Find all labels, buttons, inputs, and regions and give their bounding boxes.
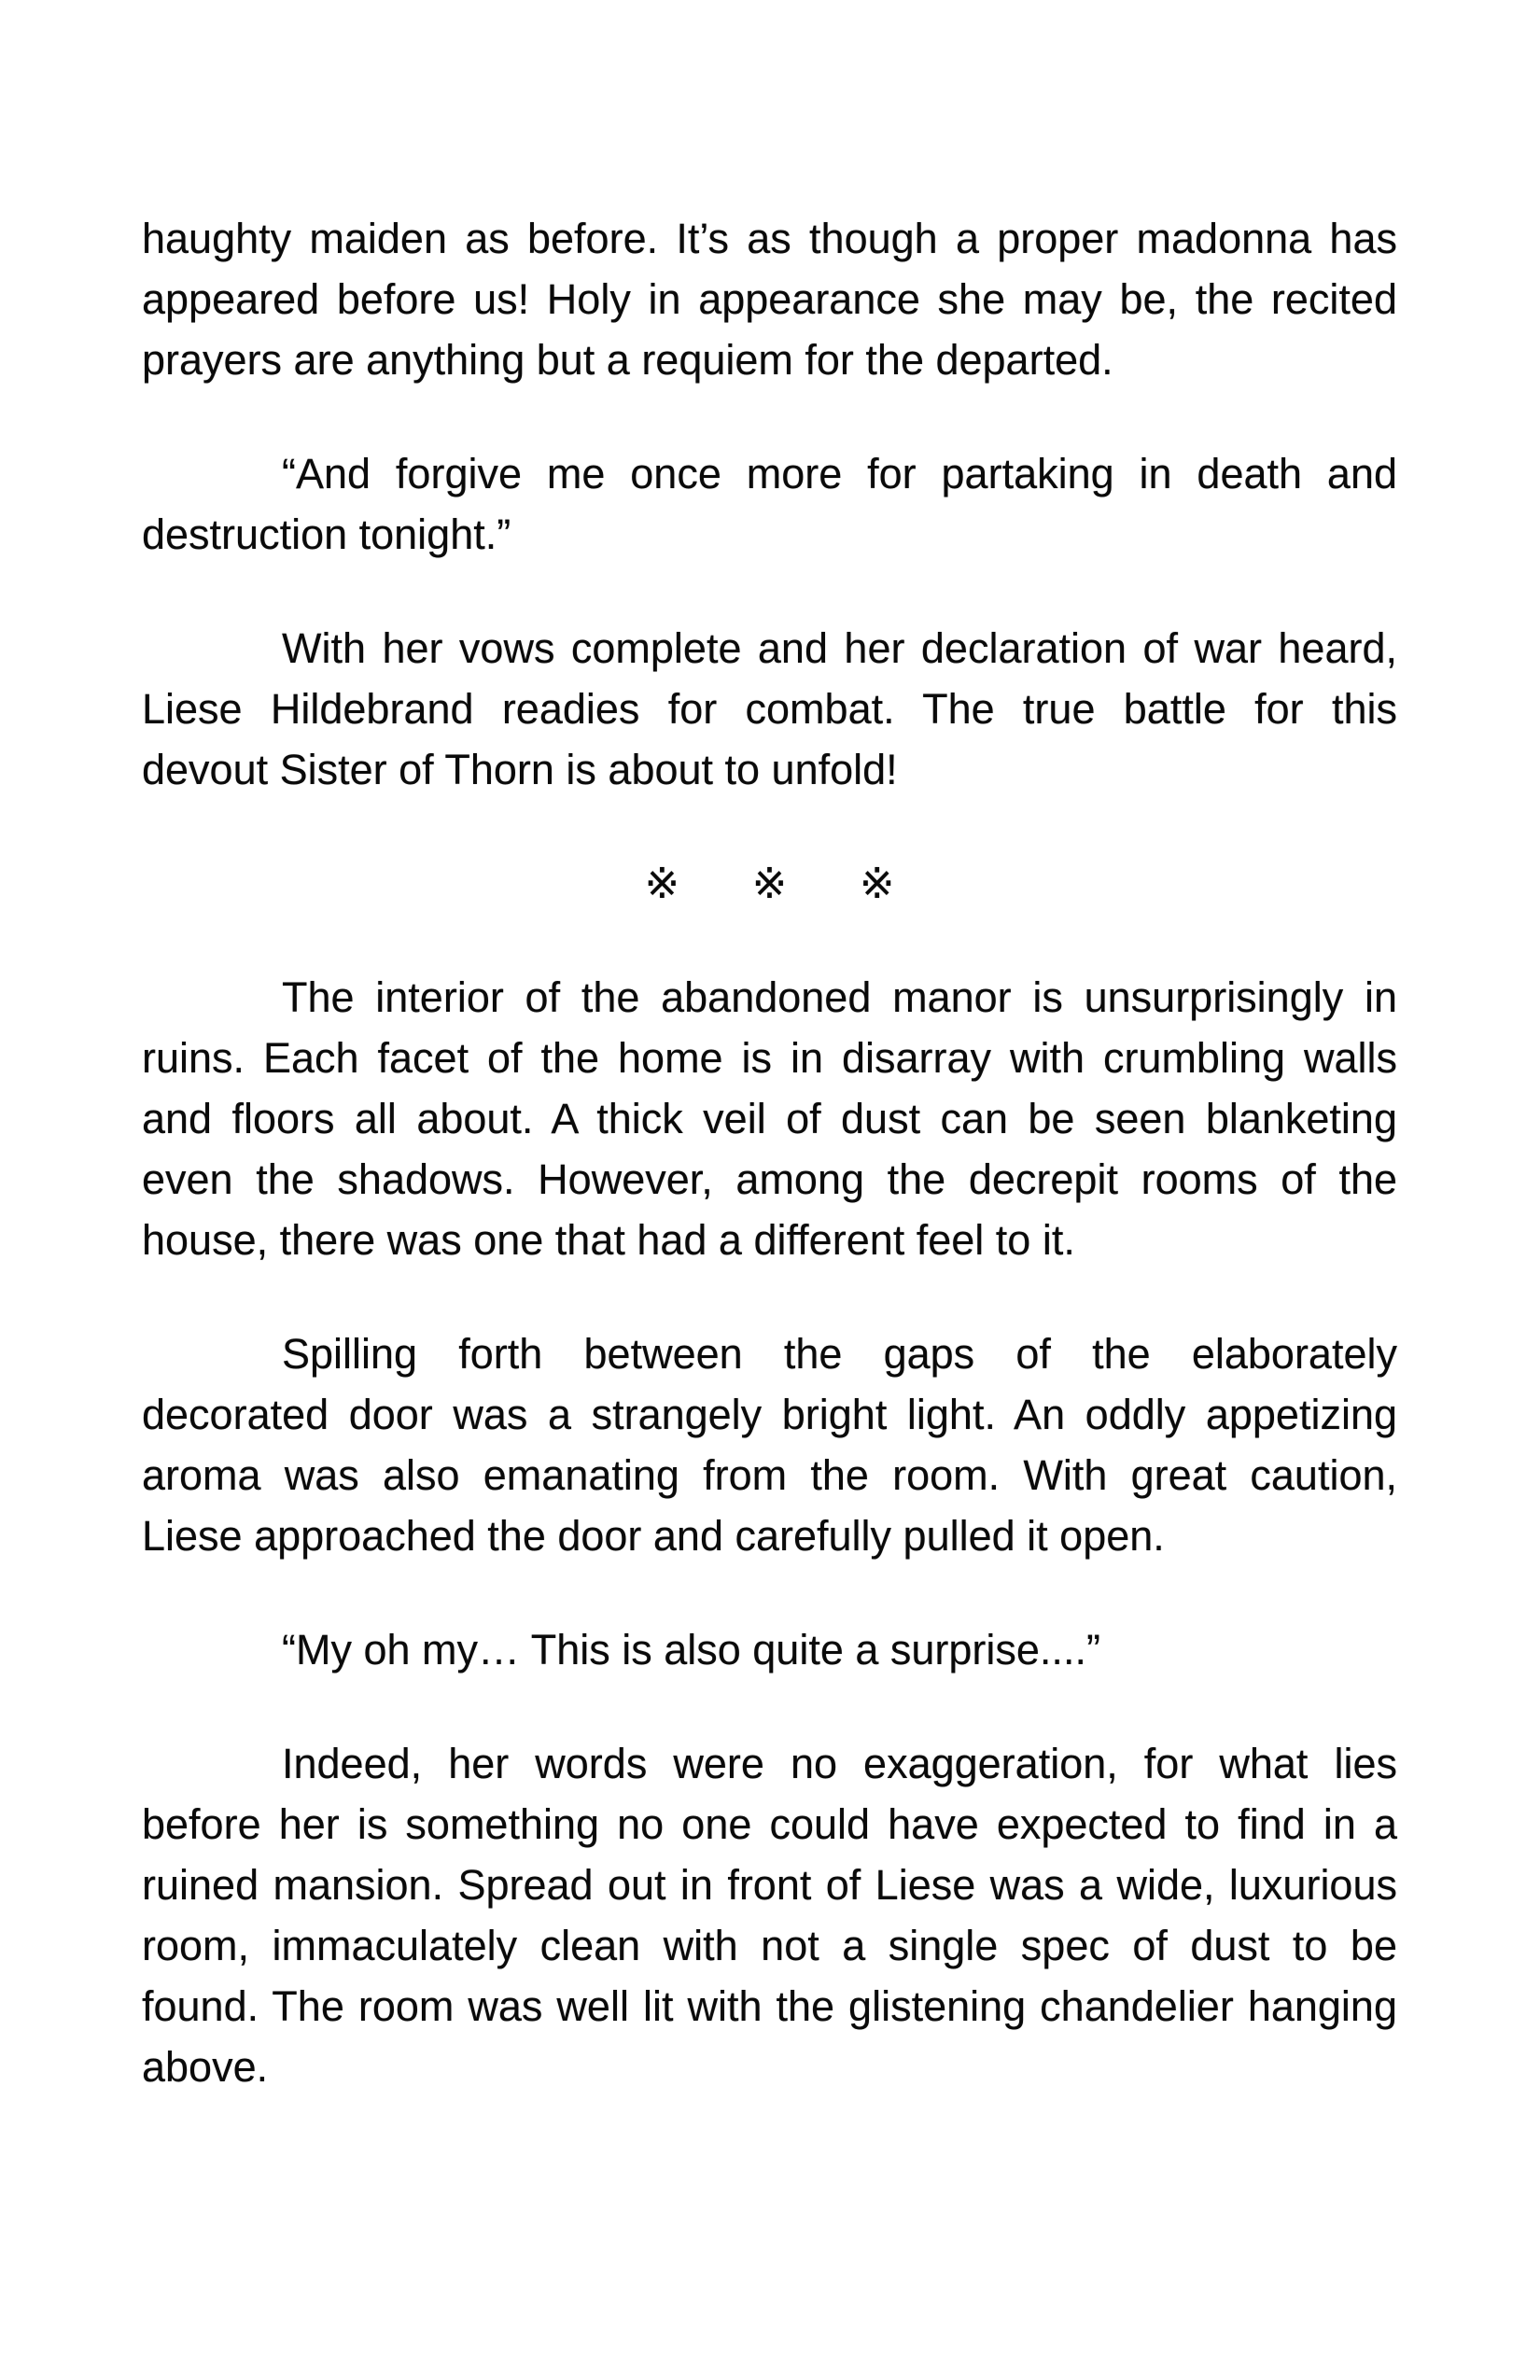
paragraph-narration	[142, 1733, 1397, 2097]
text-line: “And forgive me once more for partaking in death and	[282, 450, 1397, 497]
text-line: decorated door was a strangely bright light. An oddly appetizing	[142, 1391, 1397, 1438]
text-line: Indeed, her words were no exaggeration, for what lies	[282, 1740, 1397, 1787]
text-line: “My oh my… This is also quite a surprise....”	[282, 1626, 1100, 1673]
section-divider: ※ ※ ※	[644, 860, 895, 907]
paragraph-narration	[142, 967, 1397, 1270]
text-line: room, immaculately clean with not a single spec of dust to be	[142, 1922, 1397, 1969]
paragraph-dialogue	[142, 1619, 1397, 1680]
text-line: With her vows complete and her declaration of war heard,	[282, 624, 1397, 672]
paragraph-narration	[142, 618, 1397, 800]
paragraph-continuation	[142, 208, 1397, 390]
text-line: house, there was one that had a different feel to it.	[142, 1216, 1075, 1264]
text-line: Liese Hildebrand readies for combat. The true battle for this	[142, 685, 1397, 733]
text-line: appeared before us! Holy in appearance she may be, the recited	[142, 275, 1397, 323]
text-line: aroma was also emanating from the room. With great caution,	[142, 1451, 1397, 1499]
paragraph-narration	[142, 1323, 1397, 1566]
text-line: haughty maiden as before. It’s as though a proper madonna has	[142, 215, 1397, 262]
text-line: The interior of the abandoned manor is unsurprisingly in	[282, 973, 1397, 1021]
text-line: found. The room was well lit with the glistening chandelier hanging	[142, 1982, 1397, 2030]
text-line: prayers are anything but a requiem for the departed.	[142, 336, 1113, 384]
text-line: Liese approached the door and carefully pulled it open.	[142, 1512, 1165, 1560]
text-line: Spilling forth between the gaps of the elaborately	[282, 1330, 1397, 1378]
text-line: destruction tonight.”	[142, 511, 511, 558]
text-line: ruins. Each facet of the home is in disarray with crumbling walls	[142, 1034, 1397, 1082]
text-line: even the shadows. However, among the decrepit rooms of the	[142, 1155, 1397, 1203]
text-line: ruined mansion. Spread out in front of Liese was a wide, luxurious	[142, 1861, 1397, 1909]
text-line: before her is something no one could have expected to find in a	[142, 1800, 1397, 1848]
text-line: above.	[142, 2043, 269, 2091]
text-line: devout Sister of Thorn is about to unfold!	[142, 746, 898, 793]
paragraph-dialogue	[142, 443, 1397, 565]
text-line: and floors all about. A thick veil of dust can be seen blanketing	[142, 1095, 1397, 1142]
